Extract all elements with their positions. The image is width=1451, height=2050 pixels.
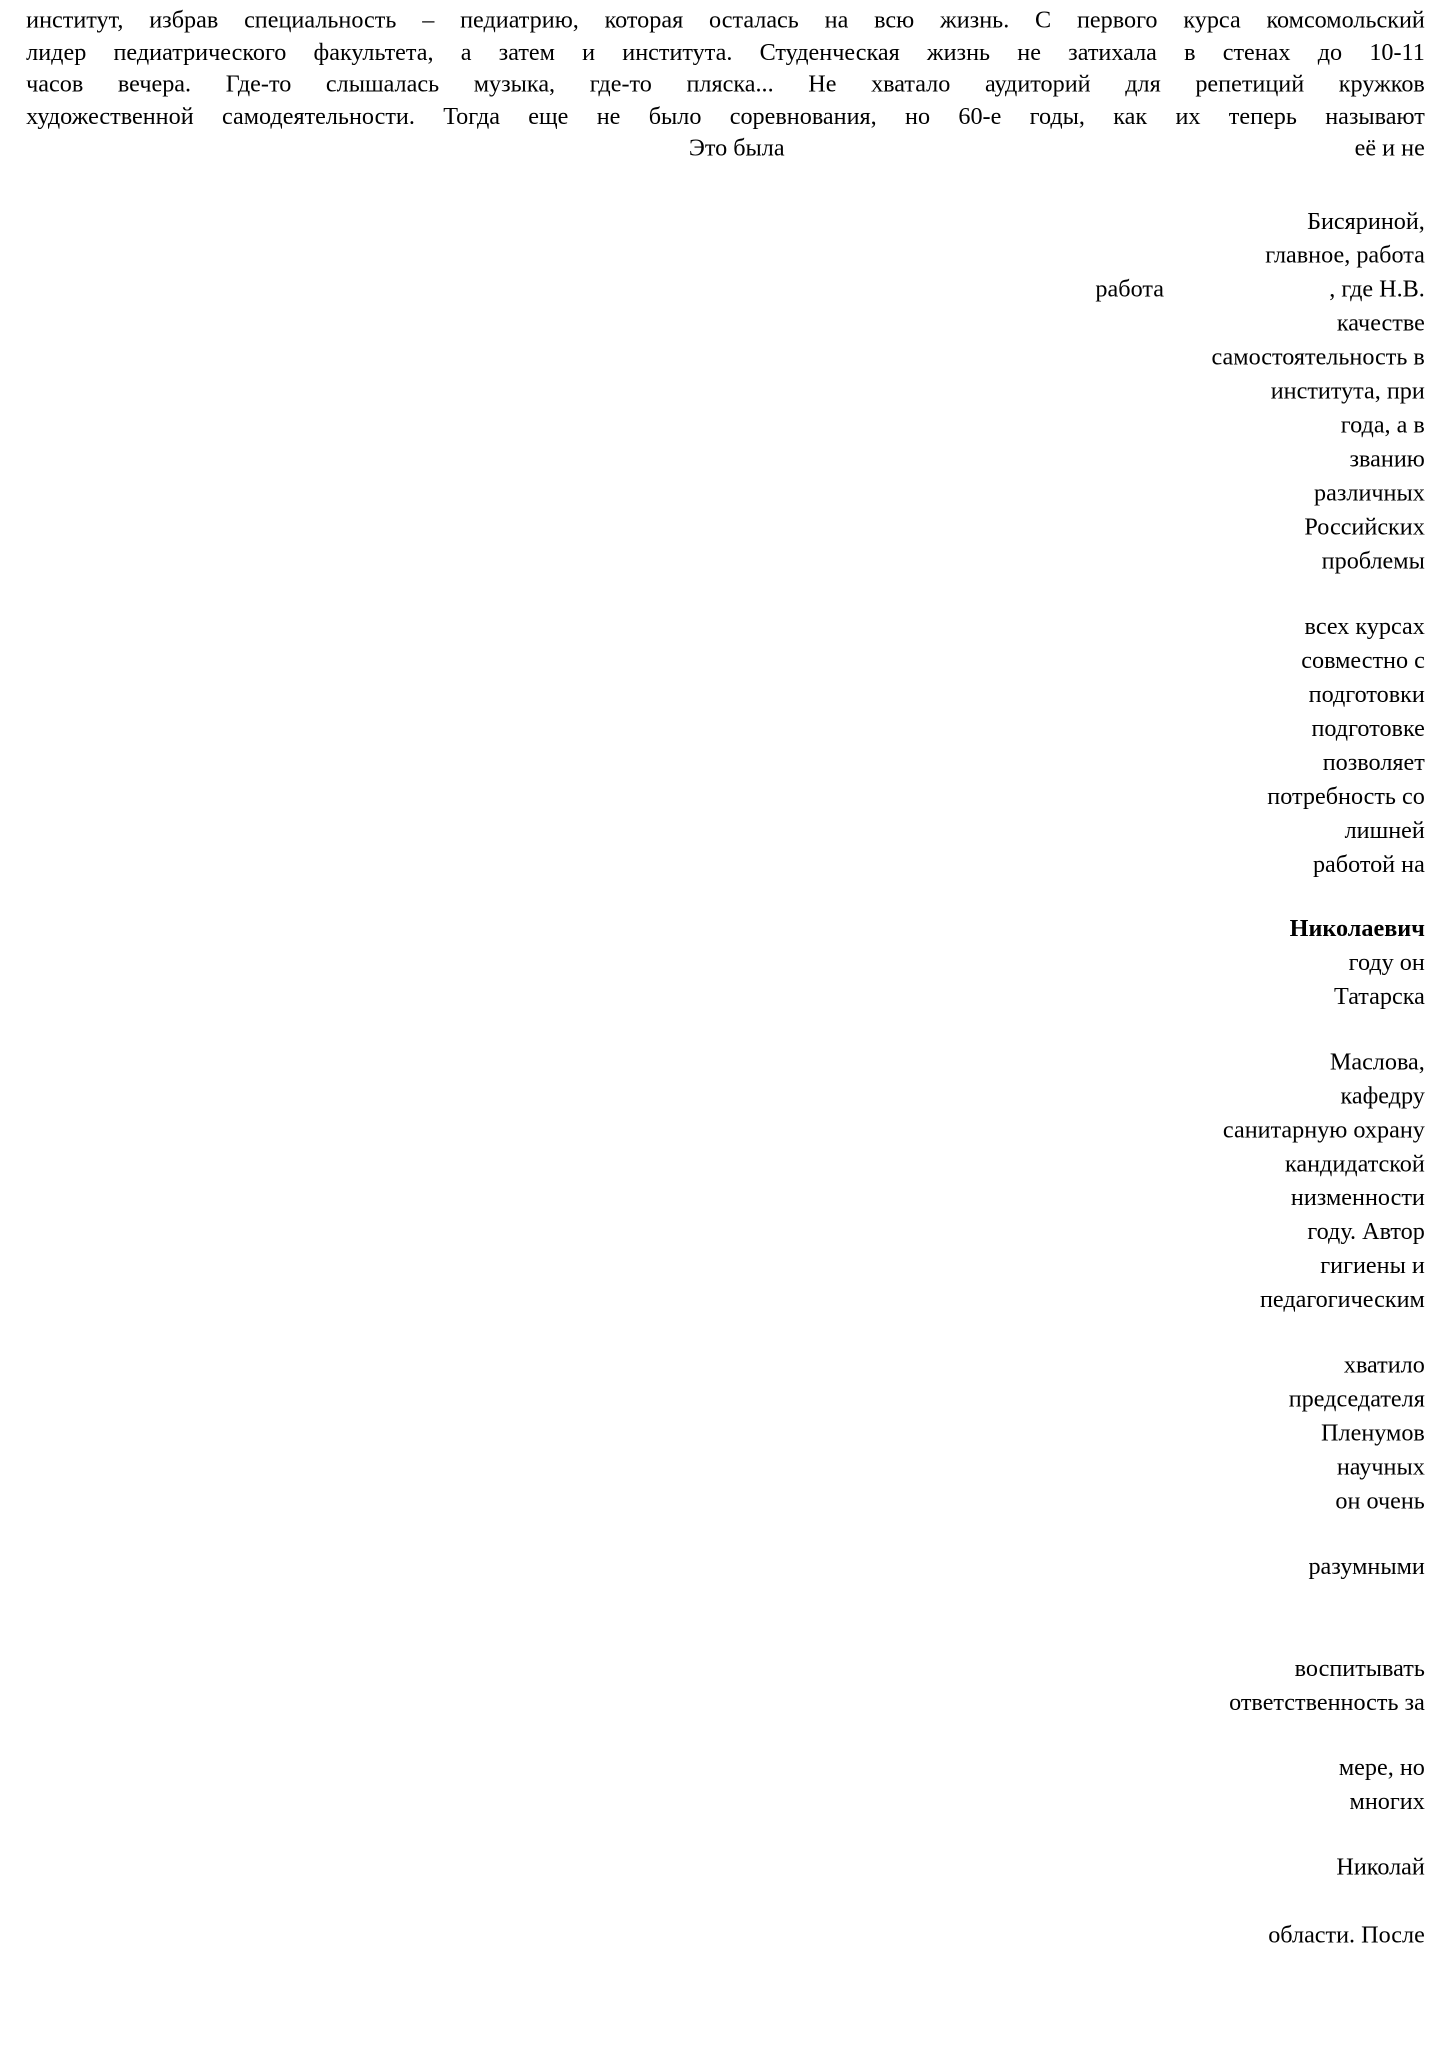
text-fragment: качестве: [1336, 311, 1425, 338]
text-fragment: многих: [1349, 1789, 1425, 1816]
text-fragment: педагогическим: [1259, 1287, 1425, 1314]
text-fragment: кандидатской: [1284, 1151, 1425, 1178]
text-fragment: научных: [1336, 1454, 1425, 1482]
text-fragment: работа: [1095, 277, 1164, 304]
text-fragment: Татарска: [1334, 984, 1425, 1011]
text-fragment: главное, работа: [1265, 243, 1425, 270]
text-fragment: хватило: [1343, 1352, 1425, 1380]
text-fragment: низменности: [1290, 1185, 1425, 1212]
text-fragment: лишней: [1344, 818, 1425, 845]
paragraph-line: художественной самодеятельности. Тогда еще не было соревнования, но 60-е годы, как их теперь называют: [26, 103, 1425, 131]
text-fragment: Это была: [688, 135, 785, 163]
text-fragment: званию: [1349, 447, 1425, 474]
text-fragment: председателя: [1288, 1386, 1425, 1414]
text-fragment: Российских: [1304, 515, 1425, 542]
text-fragment: кафедру: [1340, 1083, 1425, 1110]
text-fragment: воспитывать: [1294, 1656, 1425, 1683]
text-fragment: разумными: [1308, 1554, 1425, 1581]
text-fragment: года, а в: [1340, 413, 1425, 440]
text-fragment: Николай: [1336, 1854, 1425, 1882]
text-fragment: самостоятельность в: [1211, 345, 1425, 372]
paragraph-line: лидер педиатрического факультета, а затем и института. Студенческая жизнь не затихала в стенах до 10-11: [26, 39, 1425, 67]
text-fragment: института, при: [1270, 379, 1425, 406]
text-fragment: мере, но: [1338, 1755, 1425, 1782]
text-fragment: Маслова,: [1329, 1049, 1425, 1076]
text-fragment: подготовке: [1311, 716, 1425, 743]
paragraph-line: часов вечера. Где-то слышалась музыка, где-то пляска... Не хватало аудиторий для репетиций кружков: [26, 71, 1425, 99]
text-fragment: санитарную охрану: [1222, 1117, 1425, 1144]
person-name-bold: Николаевич: [1289, 916, 1425, 943]
text-fragment: позволяет: [1322, 750, 1425, 777]
text-fragment: году он: [1348, 950, 1425, 977]
text-fragment: совместно с: [1301, 648, 1425, 675]
text-fragment: работой на: [1312, 852, 1425, 879]
opening-paragraph: [26, 5, 1425, 133]
text-fragment: области. После: [1268, 1922, 1425, 1950]
text-fragment: гигиены и: [1320, 1253, 1425, 1280]
text-fragment: потребность со: [1267, 784, 1425, 811]
text-fragment: он очень: [1335, 1488, 1425, 1516]
text-fragment: Бисяриной,: [1307, 209, 1425, 236]
text-fragment: , где Н.В.: [1329, 277, 1425, 304]
text-fragment: подготовки: [1308, 682, 1425, 709]
text-fragment: году. Автор: [1307, 1219, 1425, 1246]
text-fragment: проблемы: [1321, 549, 1425, 576]
text-fragment: различных: [1314, 481, 1425, 508]
text-fragment: Пленумов: [1321, 1420, 1425, 1448]
text-fragment: всех курсах: [1304, 614, 1425, 641]
text-fragment: ответственность за: [1229, 1690, 1425, 1717]
paragraph-line: институт, избрав специальность – педиатрию, которая осталась на всю жизнь. С первого курса комсомольский: [26, 7, 1425, 34]
text-fragment: её и не: [1354, 135, 1425, 163]
